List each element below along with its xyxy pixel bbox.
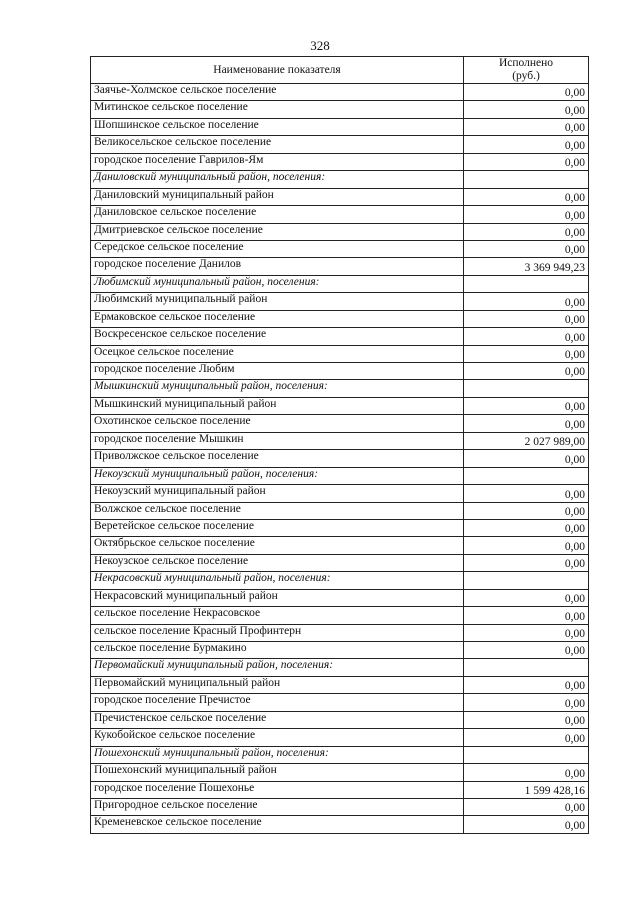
group-header-row — [91, 572, 589, 589]
indicator-name-cell: сельское поселение Красный Профинтерн — [91, 624, 464, 641]
executed-amount-cell: 0,00 — [464, 310, 589, 327]
executed-amount-cell: 1 599 428,16 — [464, 781, 589, 798]
executed-amount-cell — [464, 659, 589, 676]
indicator-name-cell: Дмитриевское сельское поселение — [91, 223, 464, 240]
executed-amount-cell: 0,00 — [464, 676, 589, 693]
executed-amount-cell: 0,00 — [464, 729, 589, 746]
group-name-cell: Любимский муниципальный район, поселения: — [91, 275, 464, 292]
table-row — [91, 694, 589, 711]
executed-amount-cell: 0,00 — [464, 223, 589, 240]
executed-amount-cell: 0,00 — [464, 624, 589, 641]
group-header-row — [91, 275, 589, 292]
table-row — [91, 258, 589, 275]
table-row — [91, 240, 589, 257]
table-row — [91, 136, 589, 153]
group-header-row — [91, 380, 589, 397]
table-row — [91, 764, 589, 781]
executed-amount-cell: 2 027 989,00 — [464, 432, 589, 449]
table-row — [91, 729, 589, 746]
indicator-name-cell: Некоузское сельское поселение — [91, 554, 464, 571]
executed-amount-cell — [464, 275, 589, 292]
indicator-name-cell: Кукобойское сельское поселение — [91, 729, 464, 746]
executed-amount-cell: 0,00 — [464, 694, 589, 711]
executed-amount-cell — [464, 746, 589, 763]
executed-amount-cell — [464, 171, 589, 188]
indicator-name-cell: Пригородное сельское поселение — [91, 798, 464, 815]
indicator-name-cell: городское поселение Любим — [91, 363, 464, 380]
table-row — [91, 293, 589, 310]
table-row — [91, 188, 589, 205]
table-row — [91, 363, 589, 380]
table-row — [91, 223, 589, 240]
group-name-cell: Некоузский муниципальный район, поселения: — [91, 467, 464, 484]
executed-amount-cell — [464, 380, 589, 397]
executed-amount-cell: 3 369 949,23 — [464, 258, 589, 275]
indicator-name-cell: городское поселение Пошехонье — [91, 781, 464, 798]
report-table — [90, 56, 589, 834]
indicator-name-cell: Некрасовский муниципальный район — [91, 589, 464, 606]
page-number: 328 — [310, 38, 330, 53]
column-header-name: Наименование показателя — [91, 57, 464, 84]
group-name-cell: Даниловский муниципальный район, поселения: — [91, 171, 464, 188]
table-header — [91, 57, 589, 84]
executed-amount-cell: 0,00 — [464, 816, 589, 833]
indicator-name-cell: Осецкое сельское поселение — [91, 345, 464, 362]
indicator-name-cell: городское поселение Гаврилов-Ям — [91, 153, 464, 170]
executed-amount-cell: 0,00 — [464, 328, 589, 345]
table-row — [91, 519, 589, 536]
indicator-name-cell: городское поселение Данилов — [91, 258, 464, 275]
table-row — [91, 798, 589, 815]
indicator-name-cell: Даниловский муниципальный район — [91, 188, 464, 205]
table-row — [91, 415, 589, 432]
indicator-name-cell: Заячье-Холмское сельское поселение — [91, 84, 464, 101]
executed-amount-cell: 0,00 — [464, 101, 589, 118]
table-row — [91, 502, 589, 519]
table-row — [91, 345, 589, 362]
executed-amount-cell: 0,00 — [464, 345, 589, 362]
executed-amount-cell: 0,00 — [464, 607, 589, 624]
executed-amount-cell: 0,00 — [464, 206, 589, 223]
table-row — [91, 781, 589, 798]
executed-amount-cell: 0,00 — [464, 554, 589, 571]
executed-amount-cell: 0,00 — [464, 188, 589, 205]
executed-amount-cell: 0,00 — [464, 764, 589, 781]
indicator-name-cell: Шопшинское сельское поселение — [91, 118, 464, 135]
executed-amount-cell: 0,00 — [464, 798, 589, 815]
executed-amount-cell: 0,00 — [464, 537, 589, 554]
column-header-value — [464, 57, 589, 84]
table-row — [91, 711, 589, 728]
table-row — [91, 101, 589, 118]
indicator-name-cell: Воскресенское сельское поселение — [91, 328, 464, 345]
table-row — [91, 589, 589, 606]
executed-amount-cell: 0,00 — [464, 502, 589, 519]
table-row — [91, 397, 589, 414]
group-header-row — [91, 659, 589, 676]
table-row — [91, 118, 589, 135]
executed-amount-cell: 0,00 — [464, 415, 589, 432]
group-name-cell: Некрасовский муниципальный район, поселения: — [91, 572, 464, 589]
indicator-name-cell: Некоузский муниципальный район — [91, 485, 464, 502]
indicator-name-cell: Даниловское сельское поселение — [91, 206, 464, 223]
indicator-name-cell: Веретейское сельское поселение — [91, 519, 464, 536]
indicator-name-cell: Кременевское сельское поселение — [91, 816, 464, 833]
executed-amount-cell — [464, 572, 589, 589]
group-header-row — [91, 467, 589, 484]
indicator-name-cell: Середское сельское поселение — [91, 240, 464, 257]
group-header-row — [91, 746, 589, 763]
table-row — [91, 676, 589, 693]
executed-amount-cell: 0,00 — [464, 363, 589, 380]
indicator-name-cell: Октябрьское сельское поселение — [91, 537, 464, 554]
table-row — [91, 537, 589, 554]
table-row — [91, 485, 589, 502]
indicator-name-cell: Волжское сельское поселение — [91, 502, 464, 519]
executed-amount-cell: 0,00 — [464, 397, 589, 414]
indicator-name-cell: Пошехонский муниципальный район — [91, 764, 464, 781]
executed-amount-cell: 0,00 — [464, 642, 589, 659]
table-row — [91, 153, 589, 170]
executed-amount-cell: 0,00 — [464, 711, 589, 728]
group-header-row — [91, 171, 589, 188]
executed-amount-cell: 0,00 — [464, 240, 589, 257]
executed-amount-cell: 0,00 — [464, 118, 589, 135]
indicator-name-cell: Любимский муниципальный район — [91, 293, 464, 310]
table-row — [91, 84, 589, 101]
table-row — [91, 554, 589, 571]
executed-amount-cell: 0,00 — [464, 153, 589, 170]
group-name-cell: Мышкинский муниципальный район, поселения: — [91, 380, 464, 397]
indicator-name-cell: Пречистенское сельское поселение — [91, 711, 464, 728]
indicator-name-cell: Первомайский муниципальный район — [91, 676, 464, 693]
table-row — [91, 607, 589, 624]
table-row — [91, 206, 589, 223]
indicator-name-cell: Мышкинский муниципальный район — [91, 397, 464, 414]
indicator-name-cell: городское поселение Мышкин — [91, 432, 464, 449]
table-row — [91, 450, 589, 467]
indicator-name-cell: Митинское сельское поселение — [91, 101, 464, 118]
table-row — [91, 328, 589, 345]
executed-amount-cell: 0,00 — [464, 589, 589, 606]
table-row — [91, 816, 589, 833]
indicator-name-cell: Ермаковское сельское поселение — [91, 310, 464, 327]
executed-amount-cell: 0,00 — [464, 450, 589, 467]
table-body — [91, 84, 589, 834]
table-row — [91, 310, 589, 327]
table-row — [91, 642, 589, 659]
indicator-name-cell: Приволжское сельское поселение — [91, 450, 464, 467]
executed-amount-cell: 0,00 — [464, 136, 589, 153]
executed-amount-cell: 0,00 — [464, 519, 589, 536]
table-row — [91, 432, 589, 449]
indicator-name-cell: сельское поселение Бурмакино — [91, 642, 464, 659]
column-header-value-line1: Исполнено — [498, 57, 554, 69]
indicator-name-cell: сельское поселение Некрасовское — [91, 607, 464, 624]
indicator-name-cell: Великосельское сельское поселение — [91, 136, 464, 153]
indicator-name-cell: городское поселение Пречистое — [91, 694, 464, 711]
executed-amount-cell: 0,00 — [464, 84, 589, 101]
executed-amount-cell: 0,00 — [464, 485, 589, 502]
column-header-value-line2: (руб.) — [512, 70, 540, 82]
group-name-cell: Первомайский муниципальный район, поселения: — [91, 659, 464, 676]
executed-amount-cell: 0,00 — [464, 293, 589, 310]
executed-amount-cell — [464, 467, 589, 484]
table-row — [91, 624, 589, 641]
group-name-cell: Пошехонский муниципальный район, поселения: — [91, 746, 464, 763]
indicator-name-cell: Охотинское сельское поселение — [91, 415, 464, 432]
